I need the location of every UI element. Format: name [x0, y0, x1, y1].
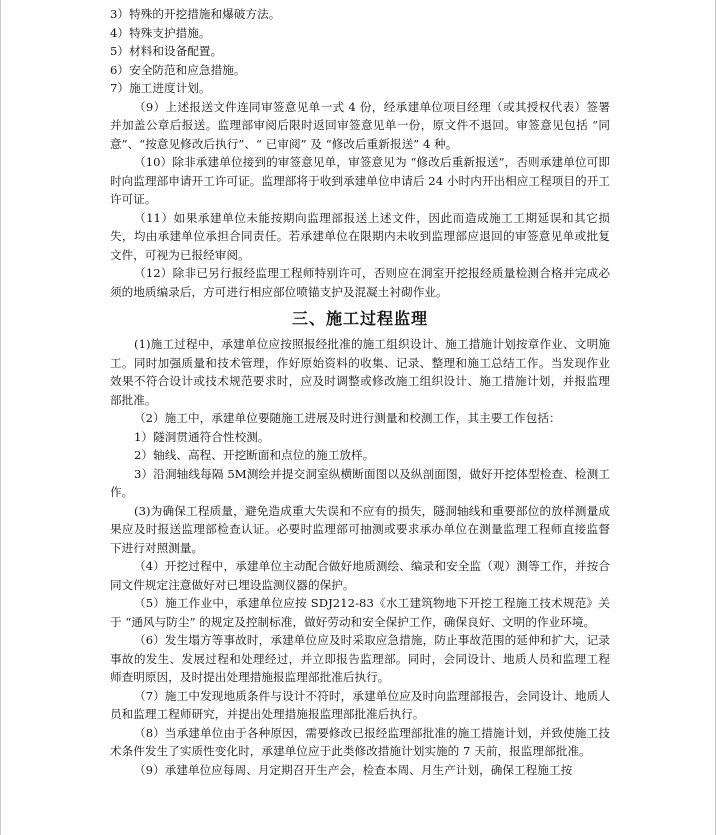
list-item: 1）隧洞贯通符合性校测。	[134, 429, 270, 444]
list-item: 4）特殊支护措施。	[110, 25, 211, 40]
list-item: 3）特殊的开挖措施和爆破方法。	[110, 7, 281, 21]
document-body	[110, 5, 610, 779]
list-item: 3）沿洞轴线每隔 5M测绘并提交洞室纵横断面图以及纵剖面图，做好开挖体型检查、检测工作。	[110, 466, 610, 499]
paragraph: （6）发生塌方等事故时，承建单位应及时采取应急措施，防止事故范围的延伸和扩大，记录事故的发生、发展过程和处理经过，并立即报告监理部。同时，会同设计、地质人员和监理工程师查明原因，及时提出处理措施报监理部批准后执行。	[110, 633, 610, 684]
paragraph: （4）开挖过程中，承建单位主动配合做好地质测绘、编录和安全监（观）测等工作，并按合同文件规定注意做好对已埋设监测仪器的保护。	[110, 559, 610, 592]
paragraph: （11）如果承建单位未能按期向监理部报送上述文件，因此而造成施工工期延误和其它损失，均由承建单位承担合同责任。若承建单位在限期内未收到监理部应退回的审签意见单或批复文件，可视为已报经审阅。	[110, 210, 610, 262]
paragraph: （7）施工中发现地质条件与设计不符时，承建单位应及时向监理部报告，会同设计、地质人员和监理工程师研究，并提出处理措施报监理部批准后执行。	[110, 688, 610, 721]
paragraph: （8）当承建单位由于各种原因，需要修改已报经监理部批准的施工措施计划，并致使施工技术条件发生了实质性变化时，承建单位应于此类修改措施计划实施的 7 天前，报监理部批准。	[110, 725, 610, 758]
paragraph: (1)施工过程中，承建单位应按照报经批准的施工组织设计、施工措施计划按章作业、文明施工。同时加强质量和技术管理，作好原始资料的收集、记录、整理和施工总结工作。当发现作业效果不符合设计或技术规范要求时，应及时调整或修改施工组织设计、施工措施计划，并报监理部批准。	[110, 337, 610, 407]
section-heading: 三、施工过程监理	[291, 309, 428, 328]
paragraph: (3)为确保工程质量，避免造成重大失误和不应有的损失，隧洞轴线和重要部位的放样测量成果应及时报送监理部检查认证。必要时监理部可抽测或要求承办单位在测量监理工程师直接监督下进行对照测量。	[110, 503, 610, 555]
list-item: 2）轴线、高程、开挖断面和点位的施工放样。	[134, 448, 375, 462]
paragraph: （10）除非承建单位接到的审签意见单，审签意见为 “修改后重新报送”，否则承建单位可即时向监理部申请开工许可证。监理部将于收到承建单位申请后 24 小时内开出相应工程项目的开工许可证。	[110, 155, 610, 206]
paragraph: （9）承建单位应每周、月定期召开生产会，检查本周、月生产计划，确保工程施工按	[134, 762, 573, 777]
paragraph: （5）施工作业中，承建单位应按 SDJ212-83《水工建筑物地下开挖工程施工技术规范》关于 “通风与防尘” 的规定及控制标准，做好劳动和安全保护工作，确保良好、文明的作业环境。	[110, 596, 610, 629]
paragraph: （12）除非已另行报经监理工程师特别许可，否则应在洞室开挖报经质量检测合格并完成必须的地质编录后，方可进行相应部位喷锚支护及混凝土衬砌作业。	[110, 266, 610, 299]
list-item: 5）材料和设备配置。	[110, 44, 223, 58]
paragraph: （2）施工中，承建单位要随施工进展及时进行测量和校测工作，其主要工作包括：	[134, 411, 561, 425]
paragraph: （9）上述报送文件连同审签意见单一式 4 份，经承建单位项目经理（或其授权代表）签署并加盖公章后报送。监理部审阅后限时返回审签意见单一份，原文件不退回。审签意见包括 “同意”、“按意见修改后执行”、“ 已审阅” 及 “修改后重新报送” 4 种。	[110, 99, 610, 151]
list-item: 6）安全防范和应急措施。	[110, 62, 246, 77]
list-item: 7）施工进度计划。	[110, 81, 211, 95]
